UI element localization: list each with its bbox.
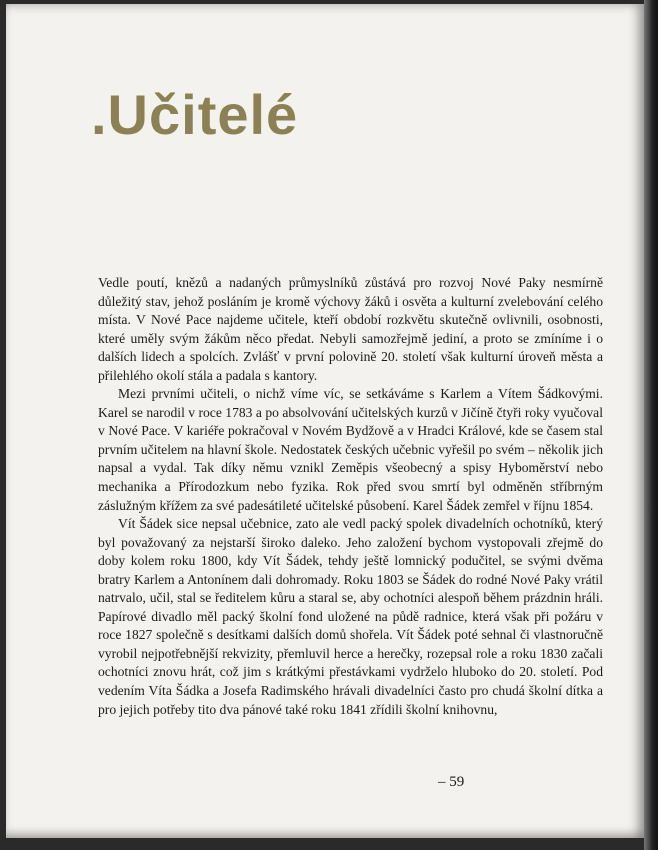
chapter-title: .Učitelé <box>91 83 299 146</box>
page-number: – 59 <box>438 774 465 790</box>
paragraph-3: Vít Šádek sice nepsal učebnice, zato ale vedl packý spolek divadelních ochotníků, který byl považovaný za nejstarší široko daleko. Jeho založení bychom vystopovali zřejmě do doby kolem roku 1800, kdy Vít Šádek, tehdy ještě lomnický podučitel, se svými dvěma bratry Karlem a Antonínem dali dohromady. Roku 1803 se Šádek do rodné Nové Paky vrátil natrvalo, učil, stal se ředitelem kůru a staral se, aby ochotníci alespoň během prázdnin hráli. Papírové divadlo měl packý školní fond uložené na půdě radnice, která však při požáru v roce 1827 společně s desítkami dalších domů shořela. Vít Šádek poté sehnal či vlastnoručně vyrobil nejpotřebnější rekvizity, přemluvil herce a herečky, rozepsal role a roku 1830 začali ochotníci znovu hrát, což jim s krátkými přestávkami vydrželo hluboko do 20. století. Pod vedením Víta Šádka a Josefa Radimského hrávali divadelníci často pro chudá školní dítka a pro jejich potřeby tito dva pánové také roku 1841 zřídili školní knihovnu, <box>98 516 603 717</box>
binding-edge-shadow <box>644 0 658 850</box>
paragraph-2: Mezi prvními učiteli, o nichž víme víc, se setkáváme s Karlem a Vítem Šádkovými. Karel se narodil v roce 1783 a po absolvování učitelských kurzů v Jičíně čtyři roky vyučoval v Nové Pace. V kariéře pokračoval v Novém Bydžově a v Hradci Králové, kde se časem stal prvním učitelem na hlavní škole. Nedostatek českých učebnic vyřešil po svém – několik jich napsal a vydal. Tak díky němu vznikl Zeměpis všeobecný a spisy Hyboměrství nebo mechanika a Přírodozkum nebo fyzika. Rok před svou smrtí byl odměněn stříbrným záslužným křížem za své padesátileté učitelské působení. Karel Šádek zemřel v říjnu 1854. <box>98 386 603 513</box>
body-text <box>98 274 603 719</box>
paragraph-1: Vedle poutí, knězů a nadaných průmyslníků zůstává pro rozvoj Nové Paky nesmírně důležitý stav, jehož posláním je kromě výchovy žáků i osvěta a kulturní zvelebování celého místa. V Nové Pace najdeme učitele, kteří období rozkvětu skutečně ovlivnili, osobnosti, které uměly svým žákům něco předat. Nebyli samozřejmě jediní, a proto se zmíníme i o dalších lidech a spolcích. Zvlášť v první polovině 20. století však kulturní úroveň města a přilehlého okolí stála a padala s kantory. <box>98 275 603 383</box>
book-page <box>6 4 646 838</box>
